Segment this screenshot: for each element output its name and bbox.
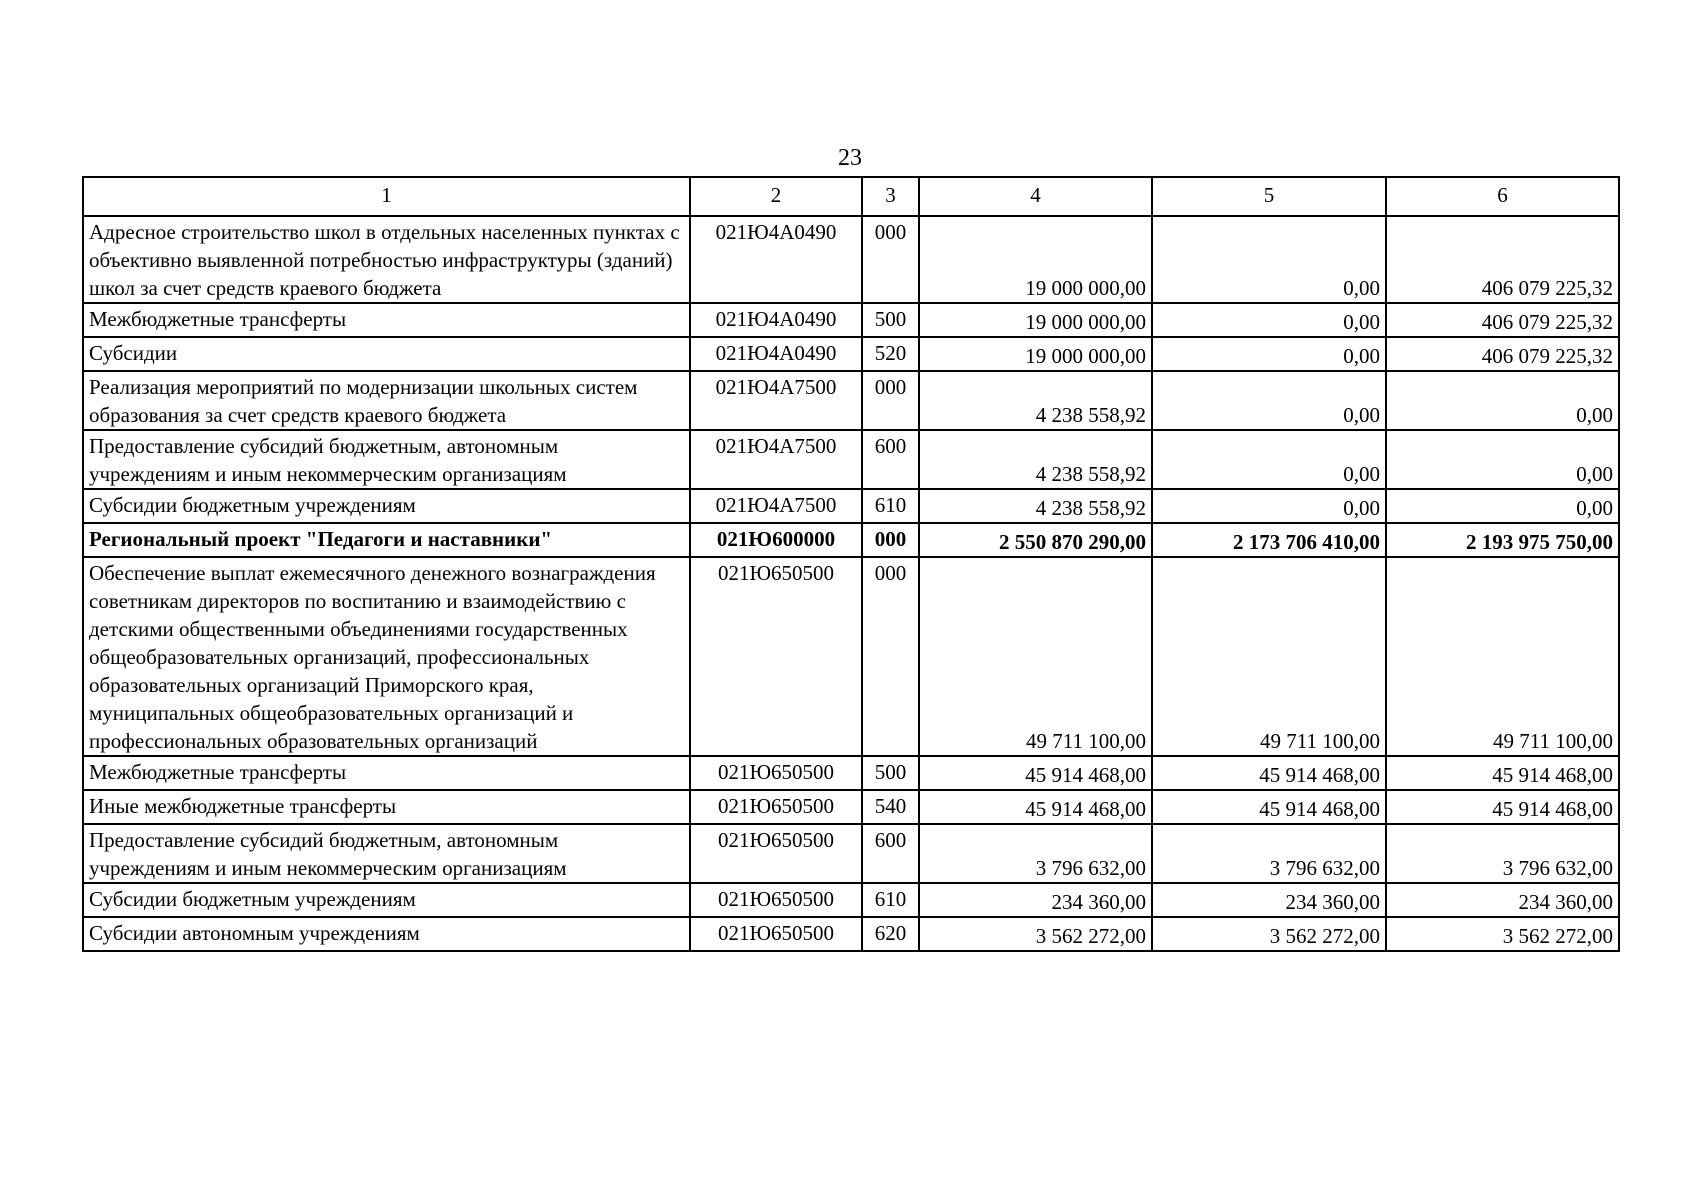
row-code-cell: 021Ю650500 [690, 557, 862, 756]
row-name-cell: Субсидии бюджетным учреждениям [83, 883, 690, 917]
column-number-row [83, 177, 1619, 216]
table-row [83, 883, 1619, 917]
row-amount-cell: 19 000 000,00 [919, 303, 1152, 337]
column-header: 1 [83, 177, 690, 216]
row-amount-cell: 4 238 558,92 [919, 489, 1152, 523]
row-name-cell: Межбюджетные трансферты [83, 756, 690, 790]
row-name-cell: Предоставление субсидий бюджетным, автономным учреждениям и иным некоммерческим организациям [83, 824, 690, 883]
row-name-cell: Субсидии бюджетным учреждениям [83, 489, 690, 523]
row-amount-cell: 2 193 975 750,00 [1386, 523, 1619, 557]
row-amount-cell: 49 711 100,00 [919, 557, 1152, 756]
row-amount-cell: 45 914 468,00 [1152, 790, 1386, 824]
row-expense-type-cell: 500 [862, 303, 919, 337]
row-amount-cell: 45 914 468,00 [1152, 756, 1386, 790]
row-expense-type-cell: 000 [862, 371, 919, 430]
row-expense-type-cell: 600 [862, 824, 919, 883]
row-expense-type-cell: 000 [862, 523, 919, 557]
row-amount-cell: 4 238 558,92 [919, 430, 1152, 489]
table-row [83, 523, 1619, 557]
table-row [83, 303, 1619, 337]
row-amount-cell: 45 914 468,00 [919, 790, 1152, 824]
row-amount-cell: 3 562 272,00 [919, 917, 1152, 951]
row-amount-cell: 0,00 [1152, 489, 1386, 523]
row-name-cell: Реализация мероприятий по модернизации школьных систем образования за счет средств краевого бюджета [83, 371, 690, 430]
row-amount-cell: 45 914 468,00 [1386, 756, 1619, 790]
row-amount-cell: 19 000 000,00 [919, 337, 1152, 371]
row-amount-cell: 234 360,00 [1152, 883, 1386, 917]
row-amount-cell: 45 914 468,00 [919, 756, 1152, 790]
row-amount-cell: 0,00 [1386, 430, 1619, 489]
table-row [83, 557, 1619, 756]
row-name-cell: Предоставление субсидий бюджетным, автономным учреждениям и иным некоммерческим организациям [83, 430, 690, 489]
row-name-cell: Адресное строительство школ в отдельных населенных пунктах с объективно выявленной потребностью инфраструктуры (зданий) школ за счет средств краевого бюджета [83, 216, 690, 303]
row-amount-cell: 406 079 225,32 [1386, 337, 1619, 371]
table-row [83, 790, 1619, 824]
row-amount-cell: 4 238 558,92 [919, 371, 1152, 430]
row-amount-cell: 3 796 632,00 [1386, 824, 1619, 883]
table-row [83, 917, 1619, 951]
column-header: 5 [1152, 177, 1386, 216]
row-amount-cell: 19 000 000,00 [919, 216, 1152, 303]
row-expense-type-cell: 000 [862, 557, 919, 756]
row-amount-cell: 406 079 225,32 [1386, 216, 1619, 303]
row-name-cell: Межбюджетные трансферты [83, 303, 690, 337]
row-code-cell: 021Ю4А7500 [690, 371, 862, 430]
row-code-cell: 021Ю4А0490 [690, 337, 862, 371]
row-amount-cell: 234 360,00 [1386, 883, 1619, 917]
row-amount-cell: 49 711 100,00 [1386, 557, 1619, 756]
row-amount-cell: 3 796 632,00 [1152, 824, 1386, 883]
row-expense-type-cell: 610 [862, 489, 919, 523]
row-name-cell: Субсидии [83, 337, 690, 371]
row-name-cell: Региональный проект "Педагоги и наставники" [83, 523, 690, 557]
row-amount-cell: 2 173 706 410,00 [1152, 523, 1386, 557]
page-number: 23 [838, 145, 862, 171]
budget-table [82, 176, 1620, 952]
row-name-cell: Обеспечение выплат ежемесячного денежного вознаграждения советникам директоров по воспитанию и взаимодействию с детскими общественными объединениями государственных общеобразовательных организаций, профессиональных образовательных организаций Приморского края, муниципальных общеобразовательных организаций и профессиональных образовательных организаций [83, 557, 690, 756]
row-code-cell: 021Ю4А7500 [690, 430, 862, 489]
column-header: 2 [690, 177, 862, 216]
column-header: 4 [919, 177, 1152, 216]
row-expense-type-cell: 620 [862, 917, 919, 951]
row-amount-cell: 0,00 [1152, 430, 1386, 489]
row-amount-cell: 45 914 468,00 [1386, 790, 1619, 824]
row-code-cell: 021Ю650500 [690, 756, 862, 790]
row-amount-cell: 0,00 [1386, 371, 1619, 430]
column-header: 6 [1386, 177, 1619, 216]
row-expense-type-cell: 520 [862, 337, 919, 371]
table-row [83, 430, 1619, 489]
row-amount-cell: 2 550 870 290,00 [919, 523, 1152, 557]
table-row [83, 337, 1619, 371]
row-code-cell: 021Ю4А0490 [690, 216, 862, 303]
row-amount-cell: 234 360,00 [919, 883, 1152, 917]
row-amount-cell: 406 079 225,32 [1386, 303, 1619, 337]
table-row [83, 756, 1619, 790]
row-expense-type-cell: 610 [862, 883, 919, 917]
row-name-cell: Иные межбюджетные трансферты [83, 790, 690, 824]
row-amount-cell: 3 796 632,00 [919, 824, 1152, 883]
table-body [83, 177, 1619, 951]
row-expense-type-cell: 540 [862, 790, 919, 824]
row-amount-cell: 0,00 [1152, 371, 1386, 430]
table-row [83, 216, 1619, 303]
row-code-cell: 021Ю4А0490 [690, 303, 862, 337]
row-amount-cell: 3 562 272,00 [1386, 917, 1619, 951]
column-header: 3 [862, 177, 919, 216]
row-amount-cell: 0,00 [1152, 216, 1386, 303]
row-expense-type-cell: 600 [862, 430, 919, 489]
row-code-cell: 021Ю650500 [690, 917, 862, 951]
row-expense-type-cell: 000 [862, 216, 919, 303]
row-code-cell: 021Ю650500 [690, 790, 862, 824]
row-code-cell: 021Ю4А7500 [690, 489, 862, 523]
row-amount-cell: 3 562 272,00 [1152, 917, 1386, 951]
row-amount-cell: 0,00 [1152, 337, 1386, 371]
table-row [83, 489, 1619, 523]
row-amount-cell: 0,00 [1386, 489, 1619, 523]
row-amount-cell: 49 711 100,00 [1152, 557, 1386, 756]
row-amount-cell: 0,00 [1152, 303, 1386, 337]
table-row [83, 824, 1619, 883]
row-expense-type-cell: 500 [862, 756, 919, 790]
row-code-cell: 021Ю600000 [690, 523, 862, 557]
table-row [83, 371, 1619, 430]
row-code-cell: 021Ю650500 [690, 883, 862, 917]
row-name-cell: Субсидии автономным учреждениям [83, 917, 690, 951]
row-code-cell: 021Ю650500 [690, 824, 862, 883]
